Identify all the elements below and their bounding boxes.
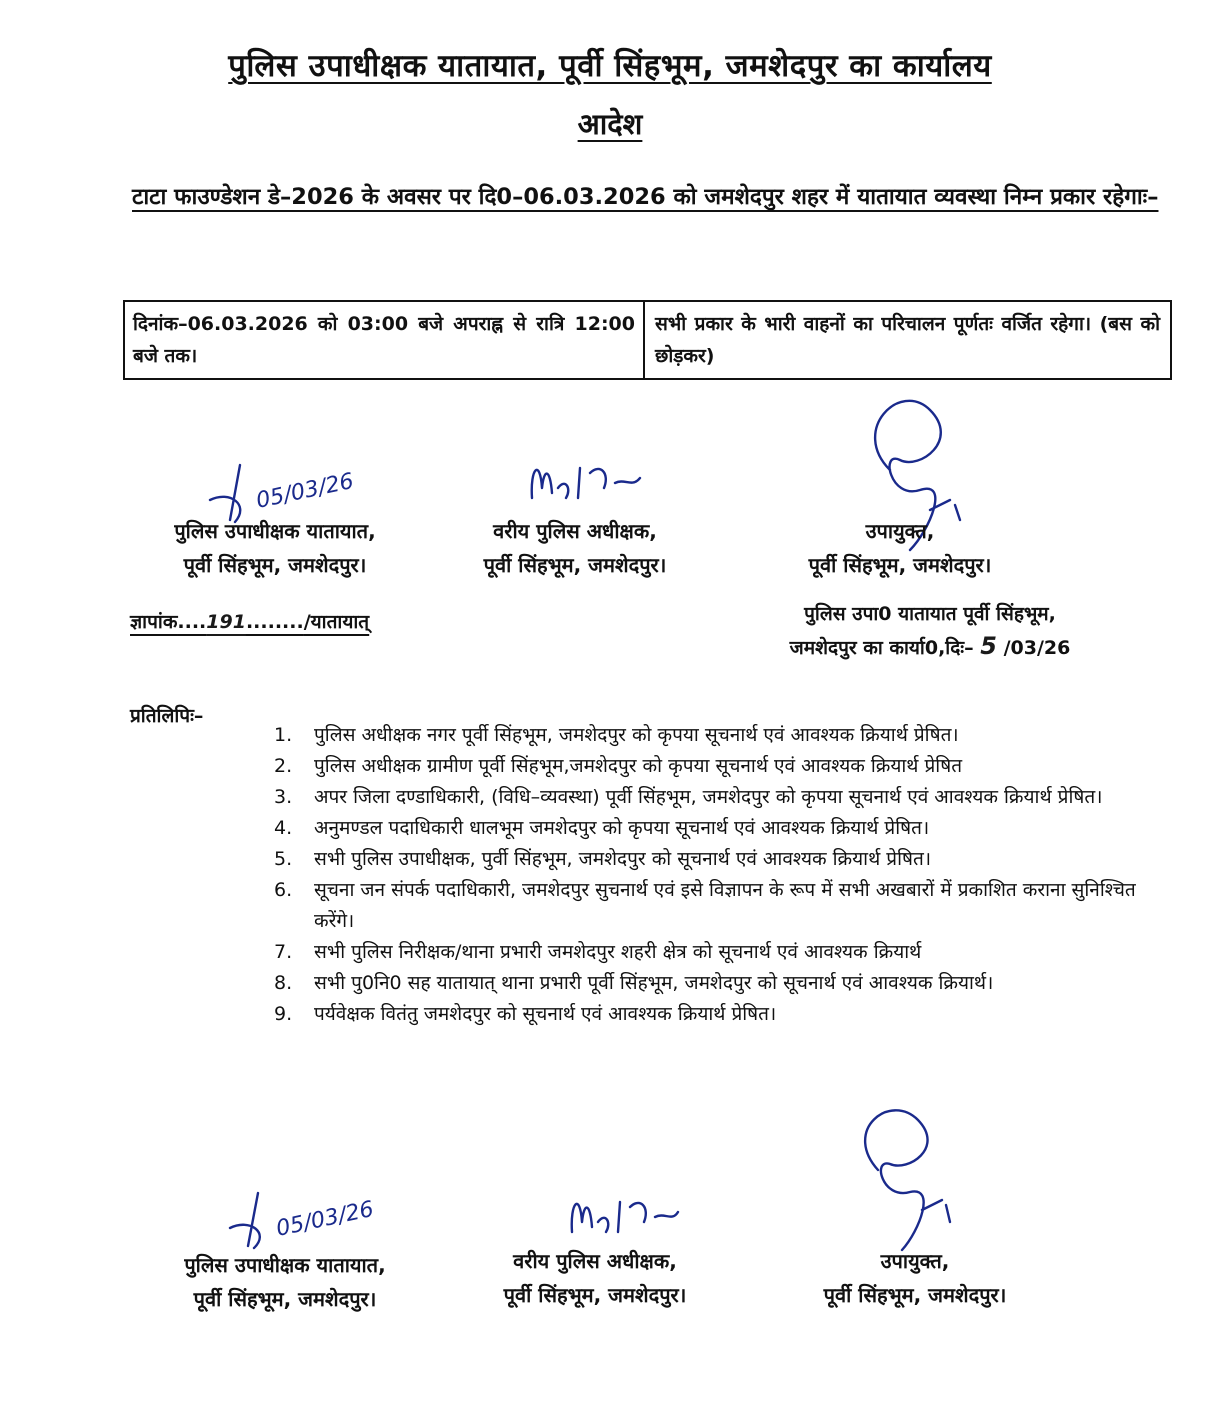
order-intro: टाटा फाउण्डेशन डे–2026 के अवसर पर दि0–06.03.2026 को जमशेदपुर शहर में यातायात व्यवस्था निम्न प्रकार रहेगाः– <box>132 184 1159 210</box>
memo-reference: ज्ञापांक....191......../यातायात् <box>130 611 370 633</box>
signature-dc-bottom <box>850 1100 980 1260</box>
cc-item: 8. सभी पु0नि0 सह यातायात् थाना प्रभारी पूर्वी सिंहभूम, जमशेदपुर को सूचनार्थ एवं आवश्यक क्रियार्थ। <box>274 972 994 994</box>
signatory-ssp-bottom: वरीय पुलिस अधीक्षक, पूर्वी सिंहभूम, जमशेदपुर। <box>503 1249 687 1307</box>
memo-ref-number: 191 <box>206 611 246 633</box>
time-cell: दिनांक–06.03.2026 को 03:00 बजे अपराह्न से रात्रि 12:00 बजे तक। <box>125 302 645 378</box>
order-heading: आदेश <box>577 107 643 141</box>
signatory-dc-bottom: उपायुक्त, पूर्वी सिंहभूम, जमशेदपुर। <box>823 1249 1007 1307</box>
cc-item: 9. पर्यवेक्षक वितंतु जमशेदपुर को सूचनार्थ एवं आवश्यक क्रियार्थ प्रेषित। <box>274 1003 777 1025</box>
signatory-ssp-top: वरीय पुलिस अधीक्षक, पूर्वी सिंहभूम, जमशेदपुर। <box>483 519 667 577</box>
signature-date-bottom: 05/03/26 <box>274 1196 376 1242</box>
cc-item: 4. अनुमण्डल पदाधिकारी धालभूम जमशेदपुर को कृपया सूचनार्थ एवं आवश्यक क्रियार्थ प्रेषित। <box>274 817 930 839</box>
rule-cell: सभी प्रकार के भारी वाहनों का परिचालन पूर्णतः वर्जित रहेगा। (बस को छोड़कर) <box>655 313 1160 367</box>
signatory-dsp-bottom: पुलिस उपाधीक्षक यातायात, पूर्वी सिंहभूम, जमशेदपुर। <box>184 1253 386 1311</box>
cc-item: 2. पुलिस अधीक्षक ग्रामीण पूर्वी सिंहभूम,जमशेदपुर को कृपया सूचनार्थ एवं आवश्यक क्रियार्थ प्रेषित <box>274 755 963 777</box>
memo-office-date: पुलिस उपा0 यातायात पूर्वी सिंहभूम, जमशेदपुर का कार्या0,दिः– 5 /03/26 <box>789 603 1071 660</box>
cc-item: 7. सभी पुलिस निरीक्षक/थाना प्रभारी जमशेदपुर शहरी क्षेत्र को सूचनार्थ एवं आवश्यक क्रियार्थ <box>274 941 922 963</box>
signatory-dsp-top: पुलिस उपाधीक्षक यातायात, पूर्वी सिंहभूम, जमशेदपुर। <box>174 519 376 577</box>
office-title: पुलिस उपाधीक्षक यातायात, पूर्वी सिंहभूम, जमशेदपुर का कार्यालय <box>228 48 992 84</box>
signature-ssp-top <box>520 448 660 518</box>
copy-to-label: प्रतिलिपिः– <box>130 705 204 727</box>
cc-item: 1. पुलिस अधीक्षक नगर पूर्वी सिंहभूम, जमशेदपुर को कृपया सूचनार्थ एवं आवश्यक क्रियार्थ प्रेषित। <box>274 724 959 746</box>
signature-date-top: 05/03/26 <box>254 468 356 514</box>
signature-ssp-bottom <box>560 1180 690 1250</box>
cc-item: 5. सभी पुलिस उपाधीक्षक, पुर्वी सिंहभूम, जमशेदपुर को सूचनार्थ एवं आवश्यक क्रियार्थ प्रेषित। <box>274 848 932 870</box>
copy-to-list <box>274 720 1164 1030</box>
traffic-rule-table <box>123 300 1172 380</box>
cc-item: 3. अपर जिला दण्डाधिकारी, (विधि–व्यवस्था) पूर्वी सिंहभूम, जमशेदपुर को कृपया सूचनार्थ एवं आवश्यक क्रियार्थ प्रेषित। <box>274 786 1103 808</box>
cc-item: 6. सूचना जन संपर्क पदाधिकारी, जमशेदपुर सुचनार्थ एवं इसे विज्ञापन के रूप में सभी अखबारों में प्रकाशित कराना सुनिश्चित करेंगे। <box>274 879 1136 932</box>
signatory-dc-top: उपायुक्त, पूर्वी सिंहभूम, जमशेदपुर। <box>808 519 992 577</box>
